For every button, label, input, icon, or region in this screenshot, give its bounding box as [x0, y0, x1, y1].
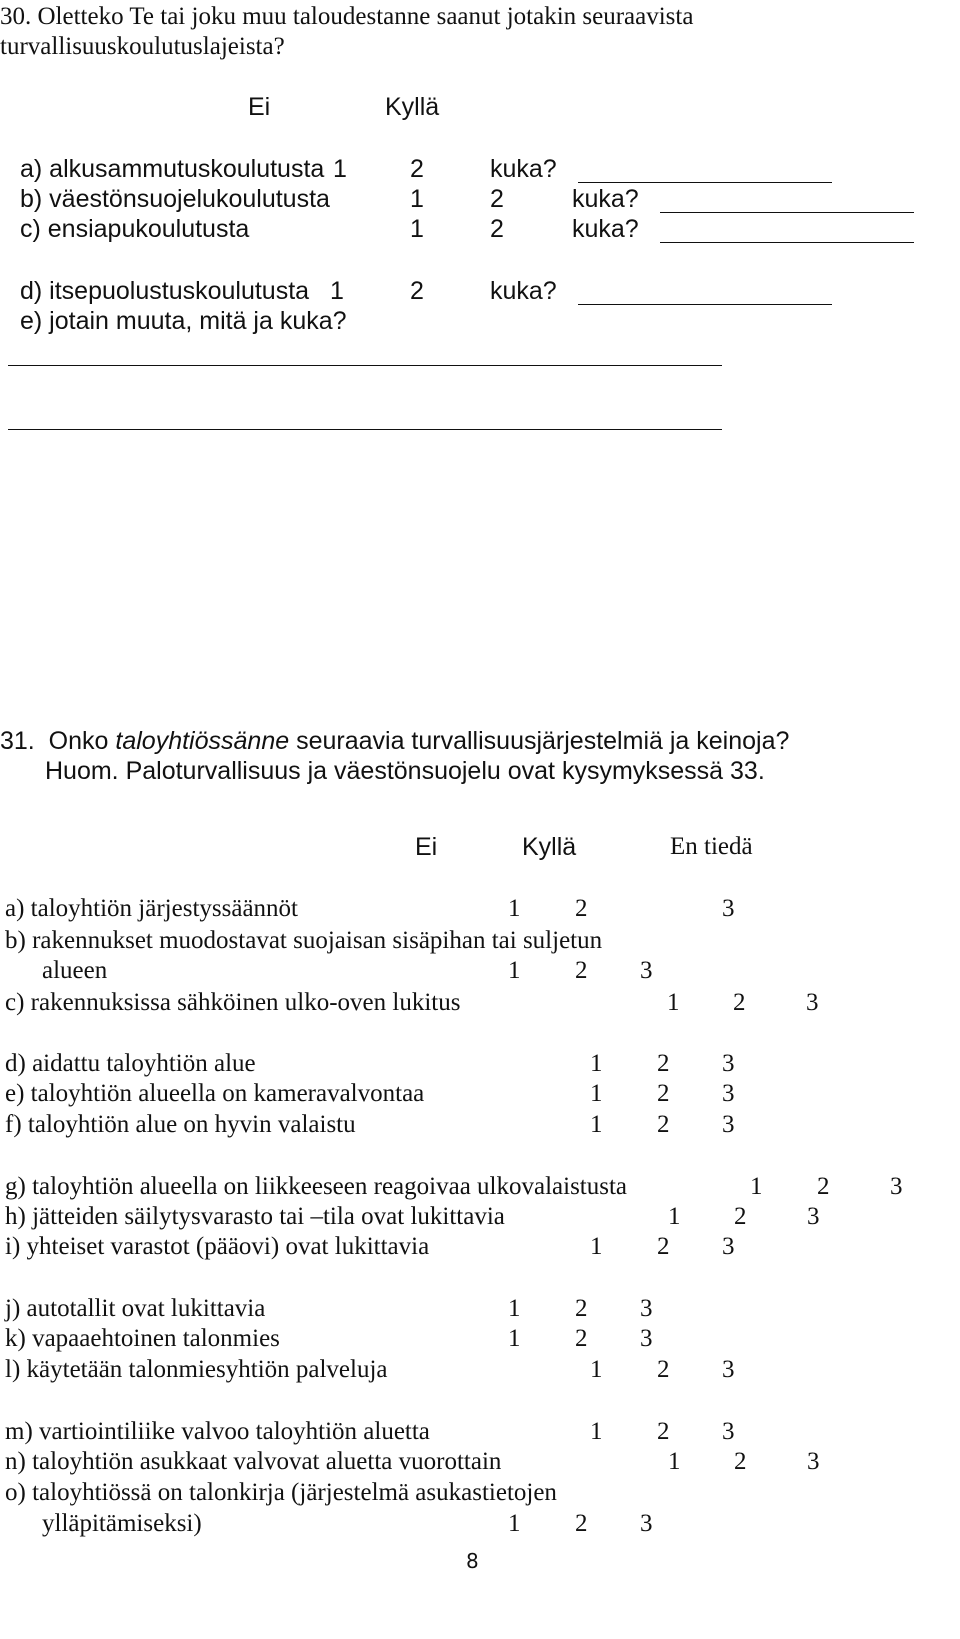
q30-item-b-label: b) väestönsuojelukoulutusta	[20, 185, 330, 213]
page-number: 8	[466, 1549, 479, 1573]
q31-item-h-label: h) jätteiden säilytysvarasto tai –tila ovat lukittavia	[5, 1203, 505, 1230]
q31-note: Huom. Paloturvallisuus ja väestönsuojelu ovat kysymyksessä 33.	[45, 757, 765, 785]
q31-item-j-opt2[interactable]: 2	[575, 1295, 588, 1322]
q31-item-c-opt3[interactable]: 3	[806, 989, 819, 1016]
q30-item-e-label: e) jotain muuta, mitä ja kuka?	[20, 307, 347, 335]
q30-title-line1: 30. Oletteko Te tai joku muu taloudestanne saanut jotakin seuraavista	[0, 3, 694, 30]
q30-item-e-answer-line-2[interactable]	[8, 429, 722, 430]
q31-item-e-label: e) taloyhtiön alueella on kameravalvontaa	[5, 1080, 425, 1107]
q31-item-m-opt3[interactable]: 3	[722, 1418, 735, 1445]
q30-item-b-no[interactable]: 1	[410, 185, 424, 213]
q31-item-j-opt1[interactable]: 1	[508, 1295, 521, 1322]
q30-item-c-no[interactable]: 1	[410, 215, 424, 243]
q30-item-a-ask: kuka?	[490, 155, 557, 183]
q31-item-o-opt1[interactable]: 1	[508, 1510, 521, 1537]
q30-col-no: Ei	[248, 93, 271, 121]
q31-item-j-label: j) autotallit ovat lukittavia	[5, 1295, 266, 1322]
q30-item-d-yes[interactable]: 2	[410, 277, 424, 305]
q31-item-c-opt1[interactable]: 1	[667, 989, 680, 1016]
q31-item-b-cont: alueen	[42, 957, 108, 984]
q31-item-l-opt1[interactable]: 1	[590, 1356, 603, 1383]
q31-item-f-opt3[interactable]: 3	[722, 1111, 735, 1138]
q31-item-a-label: a) taloyhtiön järjestyssäännöt	[5, 895, 298, 922]
q31-item-h-opt3[interactable]: 3	[807, 1203, 820, 1230]
q30-item-b-ask: kuka?	[572, 185, 639, 213]
q30-item-d-no[interactable]: 1	[330, 277, 344, 305]
q31-item-d-opt3[interactable]: 3	[722, 1050, 735, 1077]
q30-item-d-ask: kuka?	[490, 277, 557, 305]
q31-item-i-opt3[interactable]: 3	[722, 1233, 735, 1260]
q31-item-o-label: o) taloyhtiössä on talonkirja (järjestelmä asukastietojen	[5, 1479, 557, 1506]
q30-item-b-yes[interactable]: 2	[490, 185, 504, 213]
q31-item-d-opt2[interactable]: 2	[657, 1050, 670, 1077]
q31-item-a-opt1[interactable]: 1	[508, 895, 521, 922]
q30-item-b-answer-line[interactable]	[660, 212, 914, 213]
q31-item-g-opt1[interactable]: 1	[750, 1173, 763, 1200]
q31-col-no: Ei	[415, 833, 438, 861]
q31-item-o-opt2[interactable]: 2	[575, 1510, 588, 1537]
q31-item-o-cont: ylläpitämiseksi)	[42, 1510, 202, 1537]
q31-item-n-opt1[interactable]: 1	[668, 1448, 681, 1475]
q31-item-c-opt2[interactable]: 2	[733, 989, 746, 1016]
q30-item-a-label: a) alkusammutuskoulutusta	[20, 155, 325, 183]
q31-item-c-label: c) rakennuksissa sähköinen ulko-oven lukitus	[5, 989, 461, 1016]
q31-col-yes: Kyllä	[522, 833, 577, 861]
q31-item-d-label: d) aidattu taloyhtiön alue	[5, 1050, 256, 1077]
q31-item-h-opt1[interactable]: 1	[668, 1203, 681, 1230]
q31-item-k-opt1[interactable]: 1	[508, 1325, 521, 1352]
q31-item-d-opt1[interactable]: 1	[590, 1050, 603, 1077]
q30-item-c-yes[interactable]: 2	[490, 215, 504, 243]
q31-title-number: 31.	[0, 727, 35, 755]
q31-item-b-opt1[interactable]: 1	[508, 957, 521, 984]
q30-item-a-yes[interactable]: 2	[410, 155, 424, 183]
q31-item-l-label: l) käytetään talonmiesyhtiön palveluja	[5, 1356, 388, 1383]
q31-item-e-opt2[interactable]: 2	[657, 1080, 670, 1107]
q30-title-line2: turvallisuuskoulutuslajeista?	[0, 33, 285, 60]
q31-item-a-opt3[interactable]: 3	[722, 895, 735, 922]
q30-item-c-ask: kuka?	[572, 215, 639, 243]
q31-item-k-label: k) vapaaehtoinen talonmies	[5, 1325, 280, 1352]
q31-item-n-opt3[interactable]: 3	[807, 1448, 820, 1475]
q31-title-emphasis: taloyhtiössänne	[115, 727, 290, 755]
q31-item-b-opt3[interactable]: 3	[640, 957, 653, 984]
q31-item-k-opt3[interactable]: 3	[640, 1325, 653, 1352]
q31-title-post: seuraavia turvallisuusjärjestelmiä ja keinoja?	[296, 727, 790, 755]
q30-item-d-answer-line[interactable]	[578, 304, 832, 305]
q31-item-e-opt1[interactable]: 1	[590, 1080, 603, 1107]
q31-title	[0, 726, 789, 756]
q31-item-f-label: f) taloyhtiön alue on hyvin valaistu	[5, 1111, 356, 1138]
q31-item-i-label: i) yhteiset varastot (pääovi) ovat lukittavia	[5, 1233, 430, 1260]
q31-item-g-opt3[interactable]: 3	[890, 1173, 903, 1200]
q30-item-d-label: d) itsepuolustuskoulutusta	[20, 277, 310, 305]
q31-item-e-opt3[interactable]: 3	[722, 1080, 735, 1107]
q30-item-a-no[interactable]: 1	[333, 155, 347, 183]
q31-item-k-opt2[interactable]: 2	[575, 1325, 588, 1352]
q31-item-f-opt2[interactable]: 2	[657, 1111, 670, 1138]
q31-item-i-opt1[interactable]: 1	[590, 1233, 603, 1260]
q31-item-m-opt2[interactable]: 2	[657, 1418, 670, 1445]
q31-item-l-opt3[interactable]: 3	[722, 1356, 735, 1383]
q31-title-pre: Onko	[48, 727, 109, 755]
q31-item-m-opt1[interactable]: 1	[590, 1418, 603, 1445]
q31-item-n-label: n) taloyhtiön asukkaat valvovat aluetta vuorottain	[5, 1448, 502, 1475]
q30-item-e-answer-line-1[interactable]	[8, 365, 722, 366]
q31-item-i-opt2[interactable]: 2	[657, 1233, 670, 1260]
q31-item-h-opt2[interactable]: 2	[734, 1203, 747, 1230]
q31-item-m-label: m) vartiointiliike valvoo taloyhtiön aluetta	[5, 1418, 430, 1445]
q31-item-g-label: g) taloyhtiön alueella on liikkeeseen reagoivaa ulkovalaistusta	[5, 1173, 628, 1200]
q31-item-j-opt3[interactable]: 3	[640, 1295, 653, 1322]
q31-item-o-opt3[interactable]: 3	[640, 1510, 653, 1537]
q31-item-a-opt2[interactable]: 2	[575, 895, 588, 922]
q31-item-b-opt2[interactable]: 2	[575, 957, 588, 984]
q30-item-c-answer-line[interactable]	[660, 242, 914, 243]
q31-col-dont-know: En tiedä	[670, 833, 753, 860]
q31-item-l-opt2[interactable]: 2	[657, 1356, 670, 1383]
q31-item-n-opt2[interactable]: 2	[734, 1448, 747, 1475]
q30-item-a-answer-line[interactable]	[578, 182, 832, 183]
q30-item-c-label: c) ensiapukoulutusta	[20, 215, 250, 243]
q31-item-f-opt1[interactable]: 1	[590, 1111, 603, 1138]
q30-col-yes: Kyllä	[385, 93, 440, 121]
q31-item-b-label: b) rakennukset muodostavat suojaisan sisäpihan tai suljetun	[5, 927, 603, 954]
q31-item-g-opt2[interactable]: 2	[817, 1173, 830, 1200]
